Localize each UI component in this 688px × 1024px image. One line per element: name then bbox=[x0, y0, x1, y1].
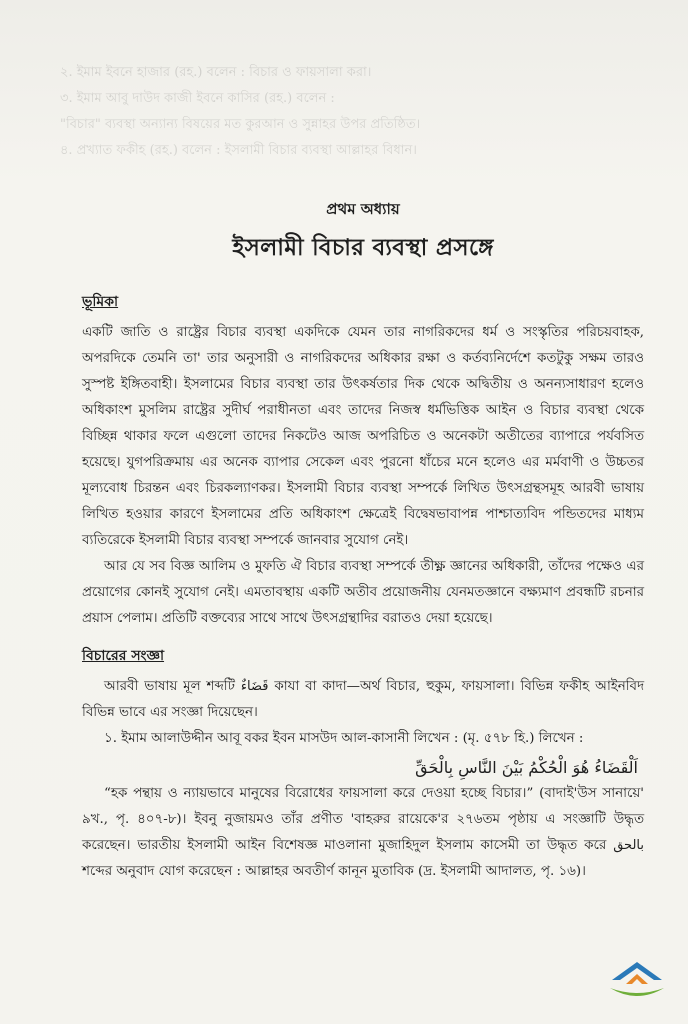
chapter-label: প্রথম অধ্যায় bbox=[326, 200, 400, 218]
definition-text-a: আরবী ভাষায় মূল শব্দটি bbox=[104, 679, 235, 694]
definition-text-c: “হক পন্থায় ও ন্যায়ভাবে মানুষের বিরোধের ফায়সালা করে দেওয়া হচ্ছে বিচার।” (বাদাই'উস সানায়ে' ৯খ., পৃ. ৪০৭-৮)। ইবনু নুজায়মও তাঁর প্রণীত 'বাহরুর রায়েকে'র ২৭৬তম পৃষ্ঠায় এ সংজ্ঞাটি উদ্ধৃত করেছেন। ভারতীয় ইসলামী আইন বিশেষজ্ঞ মাওলানা মুজাহিদুল ইসলাম কাসেমী তা উদ্ধৃত করে bbox=[82, 786, 644, 853]
arabic-word: بالحق bbox=[613, 838, 644, 853]
definition-item-1: ১. ইমাম আলাউদ্দীন আবূ বকর ইবন মাসউদ আল-কাসানী লিখেন : (মৃ. ৫৭৮ হি.) লিখেন : bbox=[104, 731, 584, 746]
bleed-line: ৪. প্রখ্যাত ফকীহ (রহ.) বলেন : ইসলামী বিচার ব্যবস্থা আল্লাহর বিধান। bbox=[60, 143, 417, 158]
chapter-title: ইসলামী বিচার ব্যবস্থা প্রসঙ্গে bbox=[232, 234, 494, 261]
logo-inner bbox=[626, 974, 648, 984]
definition-paragraph-1 bbox=[82, 674, 644, 726]
section-heading-introduction: ভূমিকা bbox=[82, 294, 119, 310]
bleed-line: ২. ইমাম ইবনে হাজার (রহ.) বলেন : বিচার ও ফায়সালা করা। bbox=[60, 65, 372, 80]
page-content bbox=[82, 198, 644, 885]
bleed-line: ৩. ইমাম আবু দাউদ কাজী ইবনে কাসির (রহ.) বলেন : bbox=[60, 91, 335, 106]
definition-text-b: কাযা বা কাদা—অর্থ বিচার, হুকুম, ফায়সালা। বিভিন্ন ফকীহ আইনবিদ বিভিন্ন ভাবে এর সংজ্ঞা দিয়েছেন। bbox=[82, 679, 645, 720]
arabic-term: قَضَاءٌ bbox=[240, 679, 269, 694]
section-heading-definition: বিচারের সংজ্ঞা bbox=[82, 648, 165, 664]
definition-paragraph-2 bbox=[82, 781, 644, 885]
intro-paragraph-2: আর যে সব বিজ্ঞ আলিম ও মুফতি ঐ বিচার ব্যবস্থা সম্পর্কে তীক্ষ্ণ জ্ঞানের অধিকারী, তাঁদের পক্ষেও এর প্রয়োগের কোনই সুযোগ নেই। এমতাবস্থায় একটি অতীব প্রয়োজনীয় যেনমতজ্ঞানে বক্ষ্যমাণ প্রবন্ধটি রচনার প্রয়াস পেলাম। প্রতিটি বক্তব্যের সাথে সাথে উৎসগ্রন্থাদির বরাতও দেয়া হয়েছে। bbox=[82, 559, 644, 626]
bleed-line: "বিচার" ব্যবস্থা অন্যান্য বিষয়ের মত কুরআন ও সুন্নাহর উপর প্রতিষ্ঠিত। bbox=[60, 117, 421, 132]
arabic-quote: اَلْقَضَاءُ هُوَ الْحُكْمُ بَيْنَ النَّاسِ بِالْحَقِّ bbox=[415, 758, 638, 777]
bleed-through-text bbox=[60, 60, 658, 164]
definition-text-d: শব্দের অনুবাদ যোগ করেছেন : আল্লাহর অবতীর্ণ কানূন মুতাবিক (দ্র. ইসলামী আদালত, পৃ. ১৬)। bbox=[82, 864, 586, 879]
intro-paragraph-1: একটি জাতি ও রাষ্ট্রের বিচার ব্যবস্থা একদিকে যেমন তার নাগরিকদের ধর্ম ও সংস্কৃতির পরিচয়বাহক, অপরদিকে তেমনি তা' তার অনুসারী ও নাগরিকদের অধিকার রক্ষা ও কর্তব্যনির্দেশে কতটুকু সক্ষম তারও সুস্পষ্ট ইঙ্গিতবাহী। ইসলামের বিচার ব্যবস্থা তার উৎকর্ষতার দিক থেকে অদ্বিতীয় ও অনন্যসাধারণ হলেও অধিকাংশ মুসলিম রাষ্ট্রের সুদীর্ঘ পরাধীনতা এবং তাদের নিজস্ব ধর্মভিত্তিক আইন ও বিচার ব্যবস্থা থেকে বিচ্ছিন্ন থাকার ফলে এগুলো তাদের নিকটেও আজ অপরিচিত ও অনেকটা অতীতের ব্যাপারে পর্যবসিত হয়েছে। যুগপরিক্রমায় এর অনেক ব্যাপার সেকেল এবং পুরনো ধাঁচের মনে হলেও এর মর্মবাণী ও উচ্চতর মূল্যবোধ চিরন্তন এবং চিরকল্যাণকর। ইসলামী বিচার ব্যবস্থা সম্পর্কে লিখিত উৎসগ্রন্থসমূহ আরবী ভাষায় লিখিত হওয়ার কারণে ইসলামের প্রতি অধিকাংশ ক্ষেত্রেই বিদ্বেষভাবাপন্ন পাশ্চাত্যবিদ পন্ডিতদের মাধ্যম ব্যতিরেকে ইসলামী বিচার ব্যবস্থা সম্পর্কে জানবার সুযোগ নেই। bbox=[82, 325, 644, 548]
logo-base bbox=[610, 988, 664, 996]
publisher-logo-icon bbox=[604, 958, 670, 1004]
